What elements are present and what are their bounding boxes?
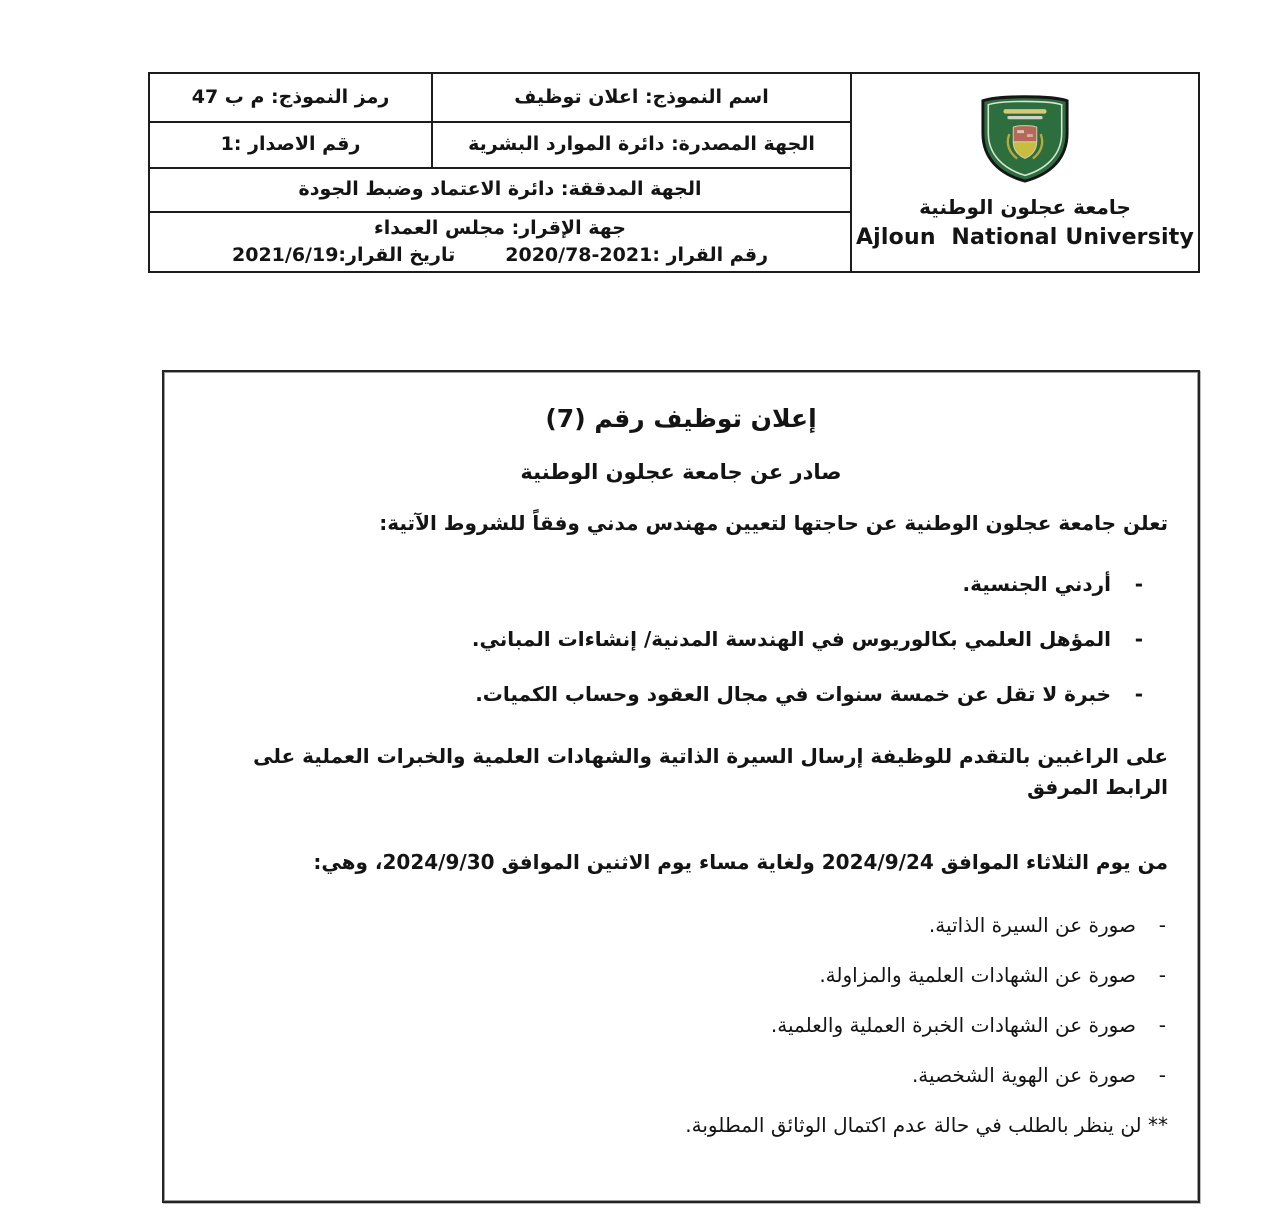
university-logo-icon (976, 92, 1074, 192)
university-identity-cell (851, 73, 1199, 272)
decision-date: تاريخ القرار:2021/6/19 (232, 243, 456, 266)
announcement-title: إعلان توظيف رقم (7) (545, 404, 817, 433)
announcement-box (162, 370, 1200, 1203)
condition-item: - خبرة لا تقل عن خمسة سنوات في مجال العقود وحساب الكميات. (194, 679, 1143, 709)
apply-instructions-line1: على الراغبين بالتقدم للوظيفة إرسال السيرة الذاتية والشهادات العلمية والخبرات العملية على الرابط المرفق (253, 744, 1168, 799)
document-item: - صورة عن الشهادات العلمية والمزاولة. (194, 960, 1166, 990)
document-item: - صورة عن السيرة الذاتية. (194, 910, 1166, 940)
document-item: - صورة عن الشهادات الخبرة العملية والعلمية. (194, 1010, 1166, 1040)
condition-item: - المؤهل العلمي بكالوريوس في الهندسة المدنية/ إنشاءات المباني. (194, 624, 1143, 654)
approval-cell (149, 212, 851, 272)
announcement-subtitle: صادر عن جامعة عجلون الوطنية (520, 460, 842, 484)
decision-number: رقم القرار :2021-2020/78 (505, 243, 769, 266)
incomplete-documents-note: ** لن ينظر بالطلب في حالة عدم اكتمال الوثائق المطلوبة. (685, 1113, 1168, 1137)
announcement-intro: تعلن جامعة عجلون الوطنية عن حاجتها لتعيين مهندس مدني وفقاً للشروط الآتية: (379, 511, 1168, 535)
issuing-department-cell: الجهة المصدرة: دائرة الموارد البشرية (432, 122, 851, 168)
required-documents-list (194, 910, 1168, 1090)
auditing-department-cell: الجهة المدققة: دائرة الاعتماد وضبط الجودة (149, 168, 851, 212)
issue-number-cell: رقم الاصدار :1 (149, 122, 432, 168)
form-name-cell: اسم النموذج: اعلان توظيف (432, 73, 851, 122)
university-name-arabic: جامعة عجلون الوطنية (919, 194, 1131, 219)
conditions-list (194, 569, 1168, 709)
apply-instructions-line2: من يوم الثلاثاء الموافق 2024/9/24 ولغاية مساء يوم الاثنين الموافق 2024/9/30، وهي: (313, 850, 1168, 874)
university-name-english: Ajloun National University (855, 224, 1195, 250)
form-header-table (148, 72, 1198, 273)
document-item: - صورة عن الهوية الشخصية. (194, 1060, 1166, 1090)
approval-authority: جهة الإقرار: مجلس العمداء (374, 216, 626, 239)
form-code-cell: رمز النموذج: م ب 47 (149, 73, 432, 122)
condition-item: - أردني الجنسية. (194, 569, 1143, 599)
